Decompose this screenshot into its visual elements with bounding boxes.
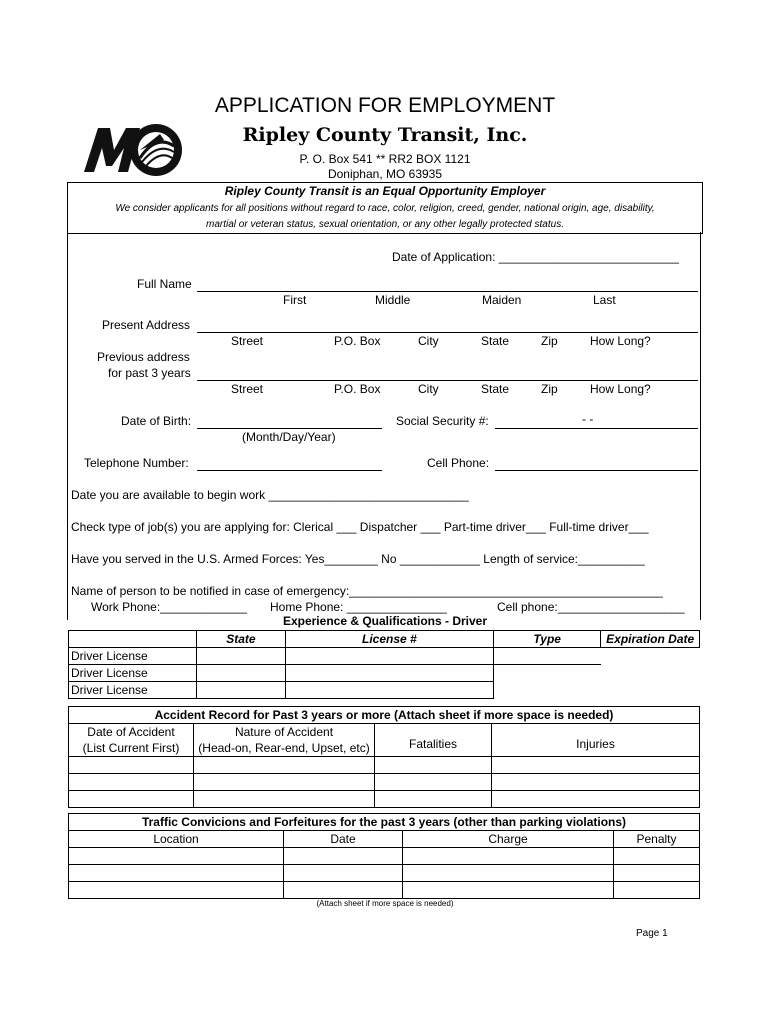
company-address-line1: P. O. Box 541 ** RR2 BOX 1121 <box>299 152 471 166</box>
date-of-birth-input[interactable] <box>197 414 382 429</box>
table-row <box>69 757 700 774</box>
previous-address-input[interactable] <box>197 366 698 381</box>
accident-header-row <box>69 724 700 757</box>
eeo-statement-line1: We consider applicants for all positions without regard to race, color, religion, creed, gender, national origin, age, disability, <box>115 203 655 214</box>
license-type-cell <box>494 648 601 665</box>
experience-table <box>68 630 700 699</box>
full-name-label: Full Name <box>137 277 192 291</box>
traffic-date-cell[interactable] <box>284 865 403 882</box>
license-state-cell[interactable] <box>197 682 285 699</box>
cell-phone-label: Cell Phone: <box>427 456 490 470</box>
accident-nature-cell[interactable] <box>194 774 375 791</box>
license-state-cell[interactable] <box>197 665 285 682</box>
license-expiration-cell <box>601 648 700 665</box>
license-expiration-cell <box>601 682 700 699</box>
table-row <box>69 865 700 882</box>
traffic-charge-cell[interactable] <box>403 848 614 865</box>
company-name: Ripley County Transit, Inc. <box>242 124 528 146</box>
traffic-penalty-cell[interactable] <box>614 882 700 899</box>
address-part-state: State <box>481 334 510 348</box>
present-address-label: Present Address <box>102 318 191 332</box>
accident-fatalities-cell[interactable] <box>375 774 492 791</box>
armed-forces-line: Have you served in the U.S. Armed Forces: Yes________ No ____________ Length of service:__________ <box>71 552 645 566</box>
ssn-input[interactable] <box>495 414 698 429</box>
traffic-charge-cell[interactable] <box>403 882 614 899</box>
eeo-title: Ripley County Transit is an Equal Opportunity Employer <box>224 184 546 198</box>
ssn-dashes: - - <box>582 412 594 426</box>
traffic-charge-cell[interactable] <box>403 865 614 882</box>
name-part-maiden: Maiden <box>482 293 522 307</box>
previous-address-label-2: for past 3 years <box>108 366 191 380</box>
experience-header-state: State <box>197 631 285 648</box>
telephone-input[interactable] <box>197 456 382 471</box>
name-part-last: Last <box>593 293 616 307</box>
experience-header-type: Type <box>494 631 601 648</box>
table-row <box>69 848 700 865</box>
traffic-penalty-cell[interactable] <box>614 865 700 882</box>
experience-header-expiration: Expiration Date <box>601 631 700 648</box>
full-name-input[interactable] <box>197 277 698 292</box>
date-of-application: Date of Application: ___________________________ <box>392 250 679 264</box>
date-of-birth-label: Date of Birth: <box>121 414 192 428</box>
prev-address-part-street: Street <box>231 382 264 396</box>
ssn-label: Social Security #: <box>396 414 489 428</box>
accident-header-date-line2: (List Current First) <box>82 741 180 755</box>
form-title: APPLICATION FOR EMPLOYMENT <box>214 94 556 117</box>
prev-address-part-how-long: How Long? <box>590 382 651 396</box>
availability-line: Date you are available to begin work ______________________________ <box>71 488 469 502</box>
prev-address-part-pobox: P.O. Box <box>334 382 381 396</box>
license-type-cell <box>494 665 601 682</box>
page-number: Page 1 <box>636 928 668 939</box>
form-left-border <box>67 232 68 620</box>
accident-title: Accident Record for Past 3 years or more (Attach sheet if more space is needed) <box>69 707 700 724</box>
name-part-first: First <box>283 293 307 307</box>
work-phone-line: Work Phone:_____________ <box>91 600 247 614</box>
license-row-label: Driver License <box>69 682 197 699</box>
accident-fatalities-cell[interactable] <box>375 757 492 774</box>
emergency-contact-line: Name of person to be notified in case of emergency:_______________________________________________ <box>71 584 663 598</box>
traffic-title-row <box>69 814 700 831</box>
traffic-title: Traffic Convicions and Forfeitures for the past 3 years (other than parking violations) <box>69 814 700 831</box>
accident-date-cell[interactable] <box>69 757 194 774</box>
accident-nature-cell[interactable] <box>194 791 375 808</box>
license-type-cell <box>494 682 601 699</box>
license-row-label: Driver License <box>69 665 197 682</box>
traffic-location-cell[interactable] <box>69 865 284 882</box>
license-row-label: Driver License <box>69 648 197 665</box>
prev-address-part-city: City <box>418 382 439 396</box>
license-state-cell[interactable] <box>197 648 285 665</box>
experience-header-row <box>69 631 700 648</box>
address-part-zip: Zip <box>541 334 558 348</box>
accident-injuries-cell[interactable] <box>492 757 700 774</box>
traffic-header-date: Date <box>284 831 403 848</box>
accident-header-date <box>69 724 194 757</box>
table-row <box>69 665 700 682</box>
license-number-cell[interactable] <box>285 665 493 682</box>
traffic-location-cell[interactable] <box>69 882 284 899</box>
company-address-line2: Doniphan, MO 63935 <box>327 167 443 181</box>
accident-header-nature-line1: Nature of Accident <box>234 725 334 739</box>
emergency-cell-line: Cell phone:___________________ <box>497 600 685 614</box>
accident-fatalities-cell[interactable] <box>375 791 492 808</box>
accident-date-cell[interactable] <box>69 791 194 808</box>
traffic-header-location: Location <box>69 831 284 848</box>
table-row <box>69 882 700 899</box>
present-address-input[interactable] <box>197 318 698 333</box>
eeo-statement-line2: martial or veteran status, sexual orientation, or any other legally protected status. <box>206 219 564 230</box>
table-row <box>69 648 700 665</box>
address-part-street: Street <box>231 334 264 348</box>
accident-table <box>68 706 700 808</box>
name-part-middle: Middle <box>375 293 411 307</box>
accident-header-fatalities: Fatalities <box>375 724 492 757</box>
traffic-penalty-cell[interactable] <box>614 848 700 865</box>
accident-date-cell[interactable] <box>69 774 194 791</box>
telephone-label: Telephone Number: <box>84 456 189 470</box>
form-right-border <box>700 232 701 620</box>
accident-injuries-cell[interactable] <box>492 774 700 791</box>
accident-header-nature-line2: (Head-on, Rear-end, Upset, etc) <box>198 741 370 755</box>
address-part-pobox: P.O. Box <box>334 334 381 348</box>
experience-header-license: License # <box>285 631 493 648</box>
accident-nature-cell[interactable] <box>194 757 375 774</box>
license-number-cell[interactable] <box>285 648 493 665</box>
table-row <box>69 682 700 699</box>
traffic-location-cell[interactable] <box>69 848 284 865</box>
accident-title-row <box>69 707 700 724</box>
address-part-how-long: How Long? <box>590 334 651 348</box>
home-phone-line: Home Phone: _______________ <box>270 600 447 614</box>
traffic-table <box>68 813 700 899</box>
experience-title: Experience & Qualifications - Driver <box>282 614 488 628</box>
traffic-header-penalty: Penalty <box>614 831 700 848</box>
cell-phone-input[interactable] <box>495 456 698 471</box>
license-number-cell[interactable] <box>285 682 493 699</box>
traffic-header-charge: Charge <box>403 831 614 848</box>
accident-header-nature <box>194 724 375 757</box>
traffic-date-cell[interactable] <box>284 882 403 899</box>
traffic-header-row <box>69 831 700 848</box>
table-row <box>69 791 700 808</box>
experience-header-blank <box>69 631 197 648</box>
table-row <box>69 774 700 791</box>
accident-injuries-cell[interactable] <box>492 791 700 808</box>
accident-header-date-line1: Date of Accident <box>87 725 175 739</box>
job-type-line: Check type of job(s) you are applying for: Clerical ___ Dispatcher ___ Part-time driver___ Full-time driver___ <box>71 520 649 534</box>
traffic-date-cell[interactable] <box>284 848 403 865</box>
dob-format-hint: (Month/Day/Year) <box>242 430 336 444</box>
previous-address-label: Previous address <box>97 350 190 364</box>
address-part-city: City <box>418 334 439 348</box>
prev-address-part-zip: Zip <box>541 382 558 396</box>
accident-header-injuries: Injuries <box>492 724 700 757</box>
prev-address-part-state: State <box>481 382 510 396</box>
attach-sheet-note: (Attach sheet if more space is needed) <box>316 899 454 908</box>
license-expiration-cell <box>601 665 700 682</box>
